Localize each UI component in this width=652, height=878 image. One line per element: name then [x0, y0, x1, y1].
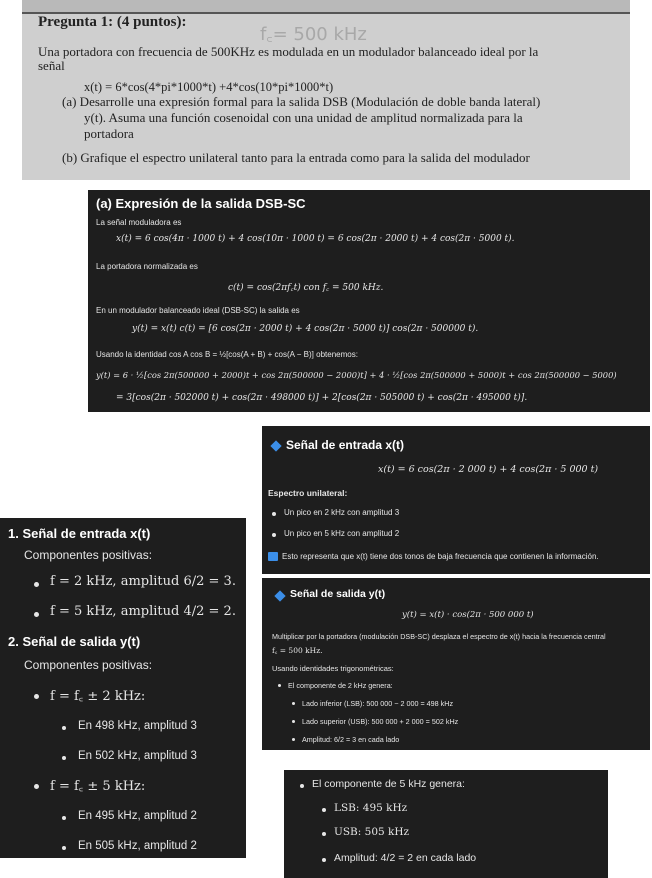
panel-a-eq1: x(t) = 6 cos(4π · 1000 t) + 4 cos(10π · 1000 t) = 6 cos(2π · 2000 t) + 4 cos(2π · 5000 t).	[116, 234, 515, 244]
panel-5khz-usb: USB: 505 kHz	[334, 826, 410, 838]
handwritten-note: f꜀= 500 kHz	[260, 24, 367, 45]
exam-part-a-line2: y(t). Asuma una función cosenoidal con una unidad de amplitud normalizada para la	[84, 110, 523, 125]
bullet-icon	[62, 756, 66, 760]
panel-spectrum-list	[0, 518, 246, 858]
list-item-fc-5khz: f = f꜀ ± 5 kHz:	[50, 779, 146, 794]
panel-a-eq4: y(t) = 6 · ½[cos 2π(500000 + 2000)t + cos 2π(500000 − 2000)t] + 4 · ½[cos 2π(500000 + 5000)t + cos 2π(500000 − 5000)	[96, 370, 617, 380]
bullet-icon	[34, 582, 39, 587]
exam-intro-line2: señal	[38, 58, 65, 73]
panel-output-signal	[262, 578, 650, 750]
panel-input-eq: x(t) = 6 cos(2π · 2 000 t) + 4 cos(2π · 5 000 t)	[378, 464, 599, 475]
list-item-495khz: En 495 kHz, amplitud 2	[78, 810, 197, 822]
bullet-icon	[322, 858, 326, 862]
panel-output-title: Señal de salida y(t)	[290, 588, 386, 600]
bullet-icon	[272, 512, 276, 516]
list-item-5khz: f = 5 kHz, amplitud 4/2 = 2.	[50, 604, 236, 619]
panel-a-eq3: y(t) = x(t) c(t) = [6 cos(2π · 2000 t) + 4 cos(2π · 5000 t)] cos(2π · 500000 t).	[132, 324, 479, 334]
bullet-icon	[322, 808, 326, 812]
panel-output-text2: f꜀ = 500 kHz.	[272, 646, 323, 655]
panel-a-text2: La portadora normalizada es	[96, 262, 198, 271]
list-item-2khz: f = 2 kHz, amplitud 6/2 = 3.	[50, 574, 236, 589]
exam-photo	[22, 0, 630, 180]
panel-input-item1: Un pico en 2 kHz con amplitud 3	[284, 508, 400, 517]
list-heading-output: 2. Señal de salida y(t)	[8, 634, 141, 649]
bullet-icon	[292, 738, 295, 741]
panel-a-title: (a) Expresión de la salida DSB-SC	[96, 196, 306, 211]
panel-a-eq5: = 3[cos(2π · 502000 t) + cos(2π · 498000 t)] + 2[cos(2π · 505000 t) + cos(2π · 495000 t)].	[116, 393, 528, 403]
list-heading-input-sub: Componentes positivas:	[24, 548, 153, 562]
panel-output-usb: Lado superior (USB): 500 000 + 2 000 = 502 kHz	[302, 717, 459, 726]
exam-part-a-line3: portadora	[84, 126, 134, 141]
panel-a-eq2: c(t) = cos(2πf꜀t) con f꜀ = 500 kHz.	[228, 283, 384, 293]
panel-5khz-title: El componente de 5 kHz genera:	[312, 778, 465, 790]
bullet-icon	[292, 702, 295, 705]
list-item-498khz: En 498 kHz, amplitud 3	[78, 720, 197, 732]
bullet-icon	[300, 784, 304, 788]
bullet-icon	[34, 612, 39, 617]
note-flag-icon	[268, 552, 278, 561]
bullet-icon	[62, 816, 66, 820]
panel-a-text3: En un modulador balanceado ideal (DSB-SC) la salida es	[96, 306, 300, 315]
exam-signal: x(t) = 6*cos(4*pi*1000*t) +4*cos(10*pi*1000*t)	[84, 80, 334, 94]
panel-dsb-expression	[88, 190, 650, 412]
panel-output-text1: Multiplicar por la portadora (modulación DSB-SC) desplaza el espectro de x(t) hacia la frecuencia central	[272, 632, 606, 641]
list-heading-input: 1. Señal de entrada x(t)	[8, 526, 151, 541]
panel-output-amplitude: Amplitud: 6/2 = 3 en cada lado	[302, 735, 400, 744]
panel-5khz-lsb: LSB: 495 kHz	[334, 802, 408, 814]
exam-intro-line1: Una portadora con frecuencia de 500KHz es modulada en un modulador balanceado ideal por la	[38, 44, 539, 59]
bullet-icon	[292, 720, 295, 723]
list-heading-output-sub: Componentes positivas:	[24, 658, 153, 672]
exam-top-bar	[22, 0, 630, 14]
bullet-icon	[62, 726, 66, 730]
list-item-505khz: En 505 kHz, amplitud 2	[78, 840, 197, 852]
panel-input-subtitle: Espectro unilateral:	[268, 488, 348, 498]
panel-output-lsb: Lado inferior (LSB): 500 000 − 2 000 = 498 kHz	[302, 699, 454, 708]
panel-output-2khz: El componente de 2 kHz genera:	[288, 681, 393, 690]
panel-5khz-amplitude: Amplitud: 4/2 = 2 en cada lado	[334, 852, 477, 864]
exam-part-a-line1: (a) Desarrolle una expresión formal para la salida DSB (Modulación de doble banda lateral)	[62, 94, 541, 109]
exam-part-b: (b) Grafique el espectro unilateral tanto para la entrada como para la salida del modulador	[62, 150, 530, 165]
panel-output-eq: y(t) = x(t) · cos(2π · 500 000 t)	[402, 610, 534, 620]
panel-input-note: Esto representa que x(t) tiene dos tonos de baja frecuencia que contienen la información.	[282, 552, 599, 561]
bullet-icon	[278, 684, 281, 687]
list-item-fc-2khz: f = f꜀ ± 2 kHz:	[50, 689, 146, 704]
panel-a-text1: La señal moduladora es	[96, 218, 182, 227]
panel-input-signal	[262, 426, 650, 574]
diamond-icon	[270, 440, 281, 451]
bullet-icon	[62, 846, 66, 850]
panel-5khz-component	[284, 770, 608, 878]
bullet-icon	[34, 694, 39, 699]
list-item-502khz: En 502 kHz, amplitud 3	[78, 750, 197, 762]
panel-input-title: Señal de entrada x(t)	[286, 438, 405, 452]
panel-a-text4: Usando la identidad cos A cos B = ½[cos(A + B) + cos(A − B)] obtenemos:	[96, 350, 358, 359]
diamond-icon	[274, 590, 285, 601]
bullet-icon	[322, 832, 326, 836]
bullet-icon	[34, 784, 39, 789]
exam-header: Pregunta 1: (4 puntos):	[38, 14, 187, 30]
panel-input-item2: Un pico en 5 kHz con amplitud 2	[284, 529, 400, 538]
bullet-icon	[272, 533, 276, 537]
panel-output-text3: Usando identidades trigonométricas:	[272, 664, 394, 673]
